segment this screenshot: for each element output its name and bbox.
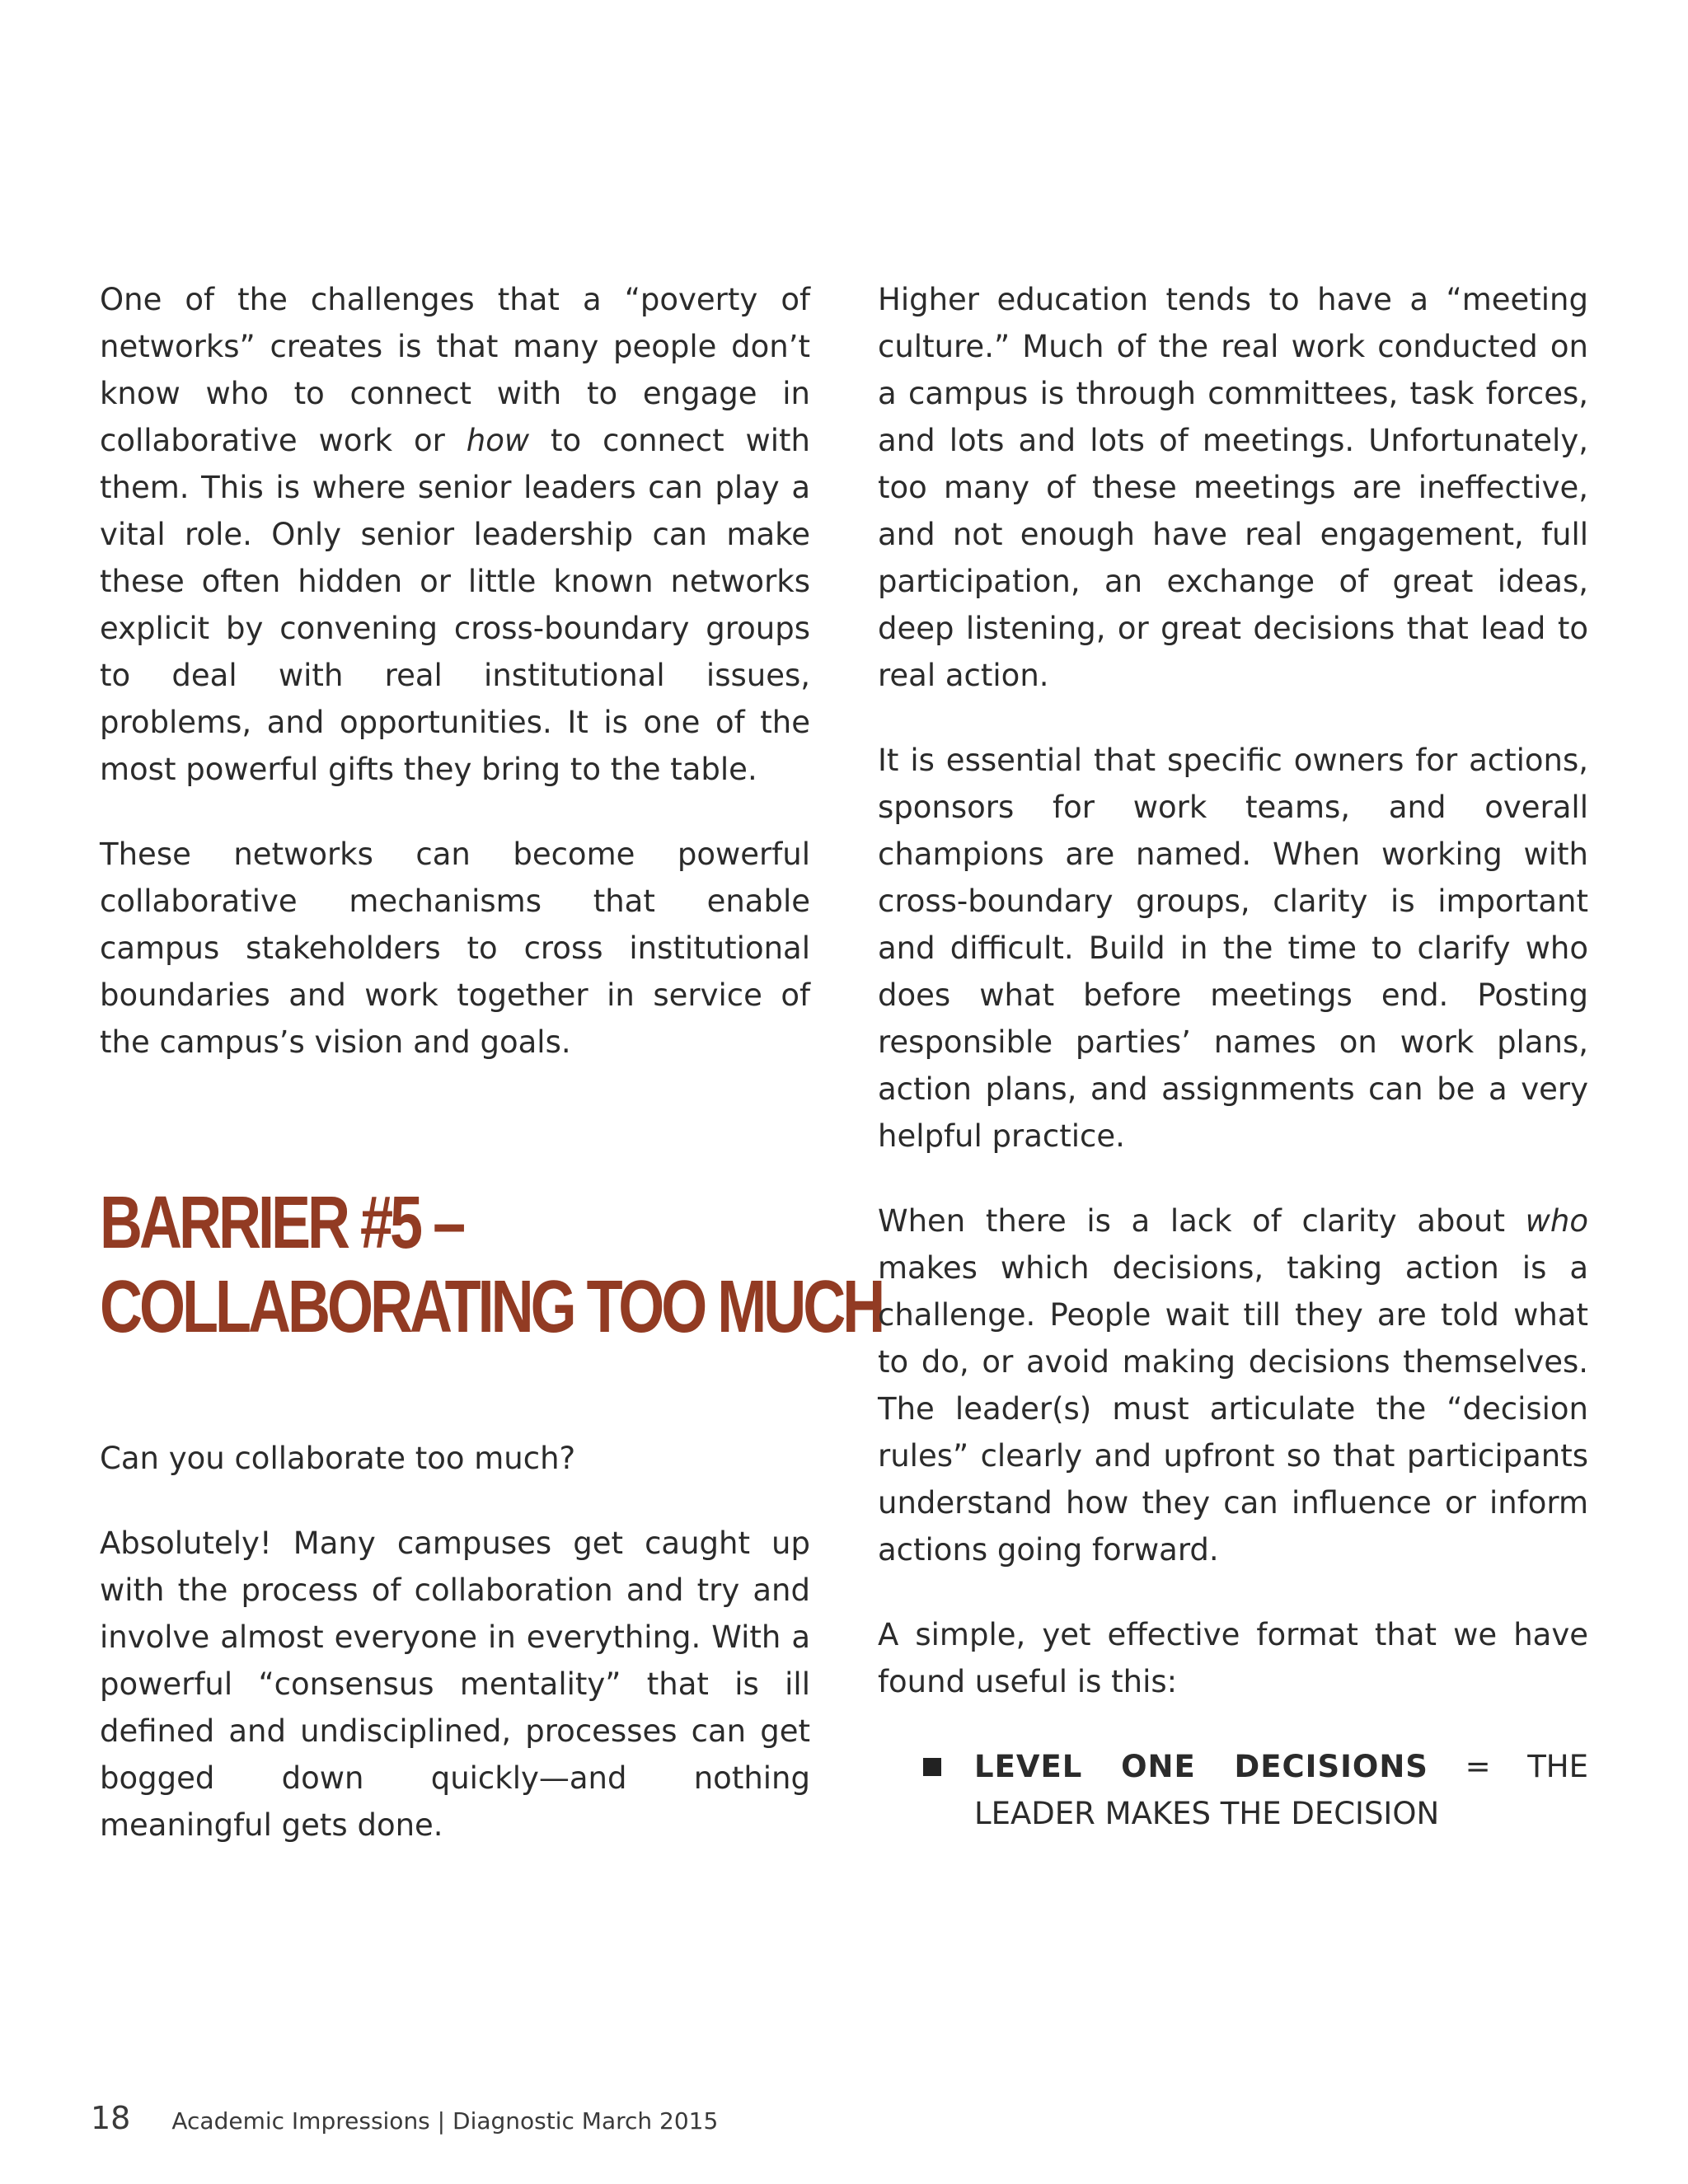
bullet-text	[974, 1743, 1588, 1837]
body-paragraph: Higher education tends to have a “meeting culture.” Much of the real work conducted on a campus is through committees, task forces, and lots and lots of meetings. Unfortunately, too many of these meetings are ineffective, and not enough have real engagement, full participation, an exchange of great ideas, deep listening, or great decisions that lead to real action.	[878, 282, 1588, 693]
body-paragraph: These networks can become powerful collaborative mechanisms that enable campus stakeholders to cross institutional boundaries and work together in service of the campus’s vision and goals.	[100, 837, 810, 1060]
heading-line: BARRIER #5 –	[100, 1182, 463, 1264]
body-paragraph: Absolutely! Many campuses get caught up with the process of collaboration and try and involve almost everyone in everything. With a powerful “consensus mentality” that is ill defined and undisciplined, processes can get bogged down quickly—and nothing meaningful gets done.	[100, 1526, 810, 1843]
footer-publication: Academic Impressions | Diagnostic March 2015	[171, 2107, 719, 2135]
paragraph-text: to connect with them. This is where senior leaders can play a vital role. Only senior leadership can make these often hidden or little known networks explicit by convening cross-boundary groups to deal with real institutional issues, problems, and opportunities. It is one of the most powerful gifts they bring to the table.	[100, 423, 810, 787]
emphasis-text: who	[1525, 1203, 1588, 1239]
body-paragraph: A simple, yet effective format that we have found useful is this:	[878, 1617, 1588, 1699]
bullet-item	[923, 1743, 1588, 1837]
paragraph-text: One of the challenges that a “poverty of networks” creates is that many people don’t know who to connect with to engage in collaborative work or	[100, 282, 810, 458]
paragraph-text: makes which decisions, taking action is a challenge. People wait till they are told what to do, or avoid making decisions themselves. The leader(s) must articulate the “decision rules” clearly and upfront so that participants understand how they can influence or inform actions going forward.	[878, 1250, 1588, 1568]
heading-line: COLLABORATING TOO MUCH	[100, 1266, 883, 1348]
body-paragraph	[100, 276, 810, 793]
body-paragraph: It is essential that specific owners for actions, sponsors for work teams, and overall champions are named. When working with cross-boundary groups, clarity is important and difficult. Build in the time to clarify who does what before meetings end. Posting responsible parties’ names on work plans, action plans, and assignments can be a very helpful practice.	[878, 743, 1588, 1154]
body-paragraph: Can you collaborate too much?	[100, 1441, 576, 1476]
body-paragraph	[878, 1197, 1588, 1573]
paragraph-text: When there is a lack of clarity about	[878, 1203, 1526, 1239]
page-number: 18	[91, 2100, 131, 2136]
right-column	[878, 276, 1588, 1837]
section-heading	[100, 1181, 883, 1349]
bullet-rest-text: = THE LEADER MAKES THE DECISION	[974, 1749, 1589, 1831]
page-footer	[91, 2100, 718, 2136]
left-column	[100, 276, 883, 1886]
emphasis-text: how	[466, 423, 530, 458]
square-bullet-icon	[923, 1758, 941, 1776]
bullet-strong-text: LEVEL ONE DECISIONS	[974, 1749, 1428, 1784]
